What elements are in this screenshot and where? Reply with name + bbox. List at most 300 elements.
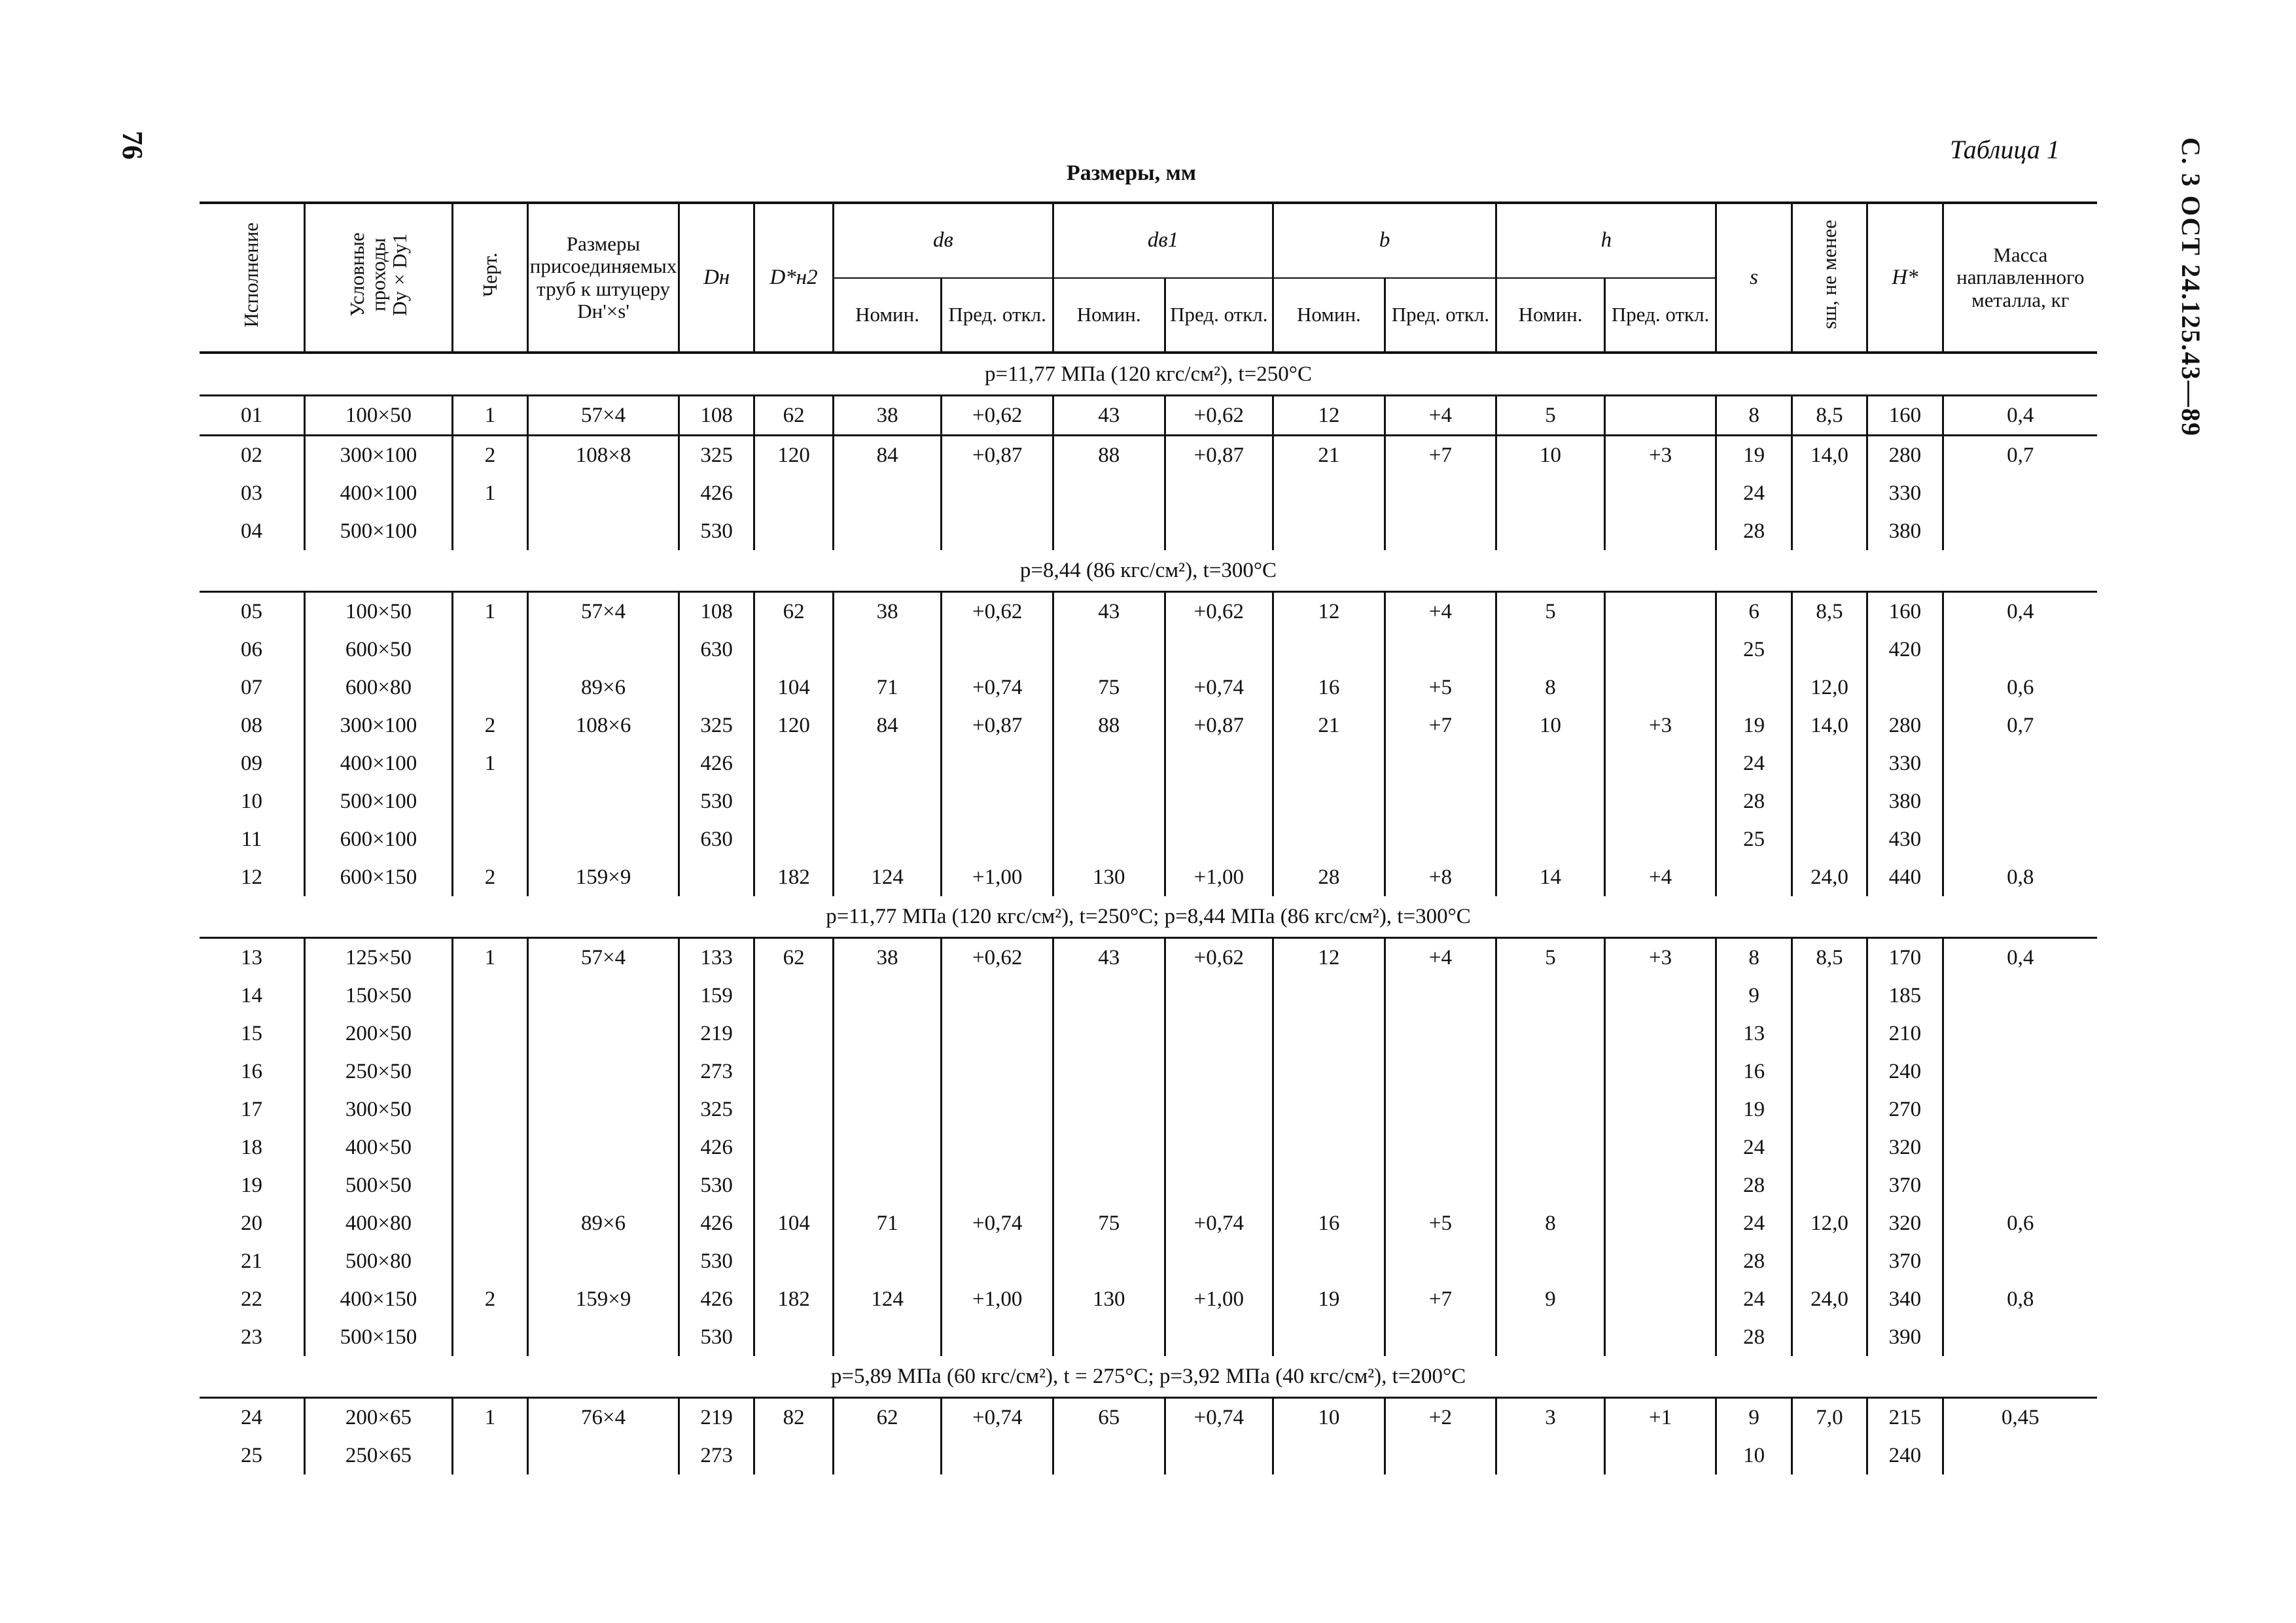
table-cell: +1,00 [942,1280,1053,1318]
table-cell: 01 [200,396,305,436]
table-cell: 133 [679,938,754,977]
table-cell: +5 [1385,1204,1496,1242]
table-cell [1273,474,1385,512]
table-cell: 430 [1867,820,1943,858]
table-cell: 325 [679,1091,754,1128]
table-cell [942,1166,1053,1204]
table-caption: Размеры, мм [1067,161,1196,185]
table-cell: +7 [1385,707,1496,744]
table-row [200,858,2097,896]
table-cell [1053,1128,1165,1166]
table-cell: 380 [1867,512,1943,550]
table-cell: 13 [1716,1015,1792,1053]
header-b-nomin: Номин. [1273,278,1385,353]
table-cell: 10 [1496,436,1605,475]
table-cell: 12 [1273,938,1385,977]
table-cell: 159 [679,977,754,1015]
table-cell: 300×100 [305,436,453,475]
table-cell: 10 [1496,707,1605,744]
table-cell: 19 [200,1166,305,1204]
table-cell: 0,6 [1943,1204,2097,1242]
table-cell [1604,669,1716,707]
table-cell [1165,820,1273,858]
table-cell [942,1091,1053,1128]
table-cell [1165,1091,1273,1128]
table-cell: +1,00 [1165,1280,1273,1318]
table-cell [942,474,1053,512]
table-cell: 160 [1867,592,1943,631]
section-condition-row [200,353,2097,396]
table-cell: +1,00 [942,858,1053,896]
table-cell [1496,1015,1605,1053]
table-cell: 160 [1867,396,1943,436]
table-cell: 0,6 [1943,669,2097,707]
table-cell: 8 [1496,669,1605,707]
table-cell [1385,1166,1496,1204]
table-row [200,1437,2097,1475]
table-cell [528,1437,679,1475]
table-cell: 12 [1273,592,1385,631]
table-cell: 89×6 [528,669,679,707]
table-cell: 21 [1273,707,1385,744]
table-cell: 630 [679,631,754,669]
table-cell: 100×50 [305,396,453,436]
table-cell: 500×80 [305,1242,453,1280]
table-cell: 600×150 [305,858,453,896]
table-cell [1385,1053,1496,1091]
section-condition: p=11,77 МПа (120 кгс/см²), t=250°С [985,362,1312,386]
table-cell [452,669,527,707]
table-cell [1604,1128,1716,1166]
table-cell [1385,1242,1496,1280]
table-row [200,707,2097,744]
table-cell: 14 [1496,858,1605,896]
table-cell [833,1318,942,1356]
table-cell: +7 [1385,1280,1496,1318]
table-cell [1496,1242,1605,1280]
table-cell: 24 [1716,474,1792,512]
table-cell: 2 [452,1280,527,1318]
table-cell [754,820,833,858]
table-cell: 0,8 [1943,858,2097,896]
table-row [200,744,2097,782]
table-cell [754,1053,833,1091]
table-cell [1496,1437,1605,1475]
table-cell [1165,744,1273,782]
table-cell [754,1128,833,1166]
table-cell [1273,1242,1385,1280]
table-cell [942,631,1053,669]
table-cell: 130 [1053,858,1165,896]
table-cell: 13 [200,938,305,977]
table-cell [452,977,527,1015]
table-cell: 14,0 [1792,707,1867,744]
table-cell [1053,1166,1165,1204]
table-cell: 530 [679,512,754,550]
table-body [200,353,2097,1475]
table-cell: 89×6 [528,1204,679,1242]
table-cell: 8,5 [1792,592,1867,631]
table-row [200,1318,2097,1356]
table-cell: +0,62 [942,396,1053,436]
table-cell: 16 [1273,669,1385,707]
table-cell: 05 [200,592,305,631]
header-b-pred: Пред. откл. [1385,278,1496,353]
table-cell [942,977,1053,1015]
table-cell [1165,512,1273,550]
table-cell: 130 [1053,1280,1165,1318]
table-cell [1273,1015,1385,1053]
table-cell [754,977,833,1015]
table-cell: +0,62 [1165,592,1273,631]
table-cell [754,631,833,669]
table-cell [833,474,942,512]
table-cell: 16 [200,1053,305,1091]
section-condition: p=11,77 МПа (120 кгс/см²), t=250°С; p=8,44 МПа (86 кгс/см²), t=300°С [826,904,1471,928]
table-cell: 280 [1867,436,1943,475]
table-cell [833,1015,942,1053]
table-cell: +7 [1385,436,1496,475]
table-cell [942,1015,1053,1053]
table-cell: 14 [200,977,305,1015]
table-cell [1385,1015,1496,1053]
table-cell: 84 [833,436,942,475]
table-cell [1943,474,2097,512]
table-cell [1385,512,1496,550]
section-condition-row [200,896,2097,938]
table-cell: +0,74 [942,1204,1053,1242]
table-cell [1053,977,1165,1015]
table-cell [1053,782,1165,820]
table-cell [833,977,942,1015]
table-label: Таблица 1 [1950,135,2060,164]
table-cell: 1 [452,474,527,512]
table-cell: 108 [679,592,754,631]
table-row [200,1242,2097,1280]
table-cell [528,820,679,858]
table-cell [1792,1242,1867,1280]
table-cell: 43 [1053,396,1165,436]
table-cell: 28 [1716,1242,1792,1280]
table-cell [1943,1242,2097,1280]
table-cell [833,1166,942,1204]
table-cell: 400×150 [305,1280,453,1318]
table-cell: 500×100 [305,512,453,550]
table-cell [528,1318,679,1356]
header-razmery: Размеры присоединяемых труб к штуцеру Dн'×s' [528,203,679,353]
table-cell [1604,1318,1716,1356]
table-cell [1165,977,1273,1015]
table-cell [1053,1318,1165,1356]
table-cell [1943,782,2097,820]
table-cell [1273,1091,1385,1128]
table-cell: 120 [754,436,833,475]
table-cell: +0,62 [1165,938,1273,977]
header-dv1: dв1 [1053,203,1273,278]
table-row [200,669,2097,707]
table-cell [833,631,942,669]
table-cell: +4 [1385,396,1496,436]
table-cell [1792,512,1867,550]
section-condition: p=5,89 МПа (60 кгс/см²), t = 275°С; p=3,92 МПа (40 кгс/см²), t=200°С [830,1364,1466,1388]
table-row [200,977,2097,1015]
table-cell [452,1242,527,1280]
table-cell: +0,62 [1165,396,1273,436]
table-cell: +0,74 [1165,1398,1273,1437]
table-cell [1165,474,1273,512]
table-cell: 124 [833,1280,942,1318]
table-cell: 71 [833,1204,942,1242]
table-cell [1053,1015,1165,1053]
table-cell: 215 [1867,1398,1943,1437]
table-cell [1385,631,1496,669]
table-cell: 400×100 [305,474,453,512]
table-cell: 28 [1716,1318,1792,1356]
table-cell [1792,1437,1867,1475]
table-cell: 159×9 [528,1280,679,1318]
header-ispolnenie: Исполнение [200,203,305,353]
table-cell: 1 [452,592,527,631]
table-cell: 18 [200,1128,305,1166]
table-cell [1165,1015,1273,1053]
table-cell: 426 [679,474,754,512]
table-row [200,512,2097,550]
table-cell: 24 [200,1398,305,1437]
table-cell [942,744,1053,782]
table-cell: 200×65 [305,1398,453,1437]
table-cell [1273,782,1385,820]
table-cell [1273,631,1385,669]
table-cell: +1,00 [1165,858,1273,896]
header-dv: dв [833,203,1053,278]
table-cell [754,1166,833,1204]
table-cell [1385,1128,1496,1166]
table-cell: +2 [1385,1398,1496,1437]
table-cell: 25 [1716,820,1792,858]
table-cell [1792,631,1867,669]
table-cell: 7,0 [1792,1398,1867,1437]
table-cell: 75 [1053,1204,1165,1242]
table-cell [1604,820,1716,858]
table-cell: 0,7 [1943,707,2097,744]
table-cell [1604,744,1716,782]
table-cell [1604,1280,1716,1318]
table-cell: 43 [1053,938,1165,977]
table-row [200,474,2097,512]
table-cell: 440 [1867,858,1943,896]
table-cell [1943,1166,2097,1204]
table-cell [452,512,527,550]
table-cell: 530 [679,1318,754,1356]
table-cell: 400×100 [305,744,453,782]
table-cell [1496,820,1605,858]
table-cell: 9 [1496,1280,1605,1318]
table-cell [1053,1053,1165,1091]
table-cell [942,1053,1053,1091]
table-cell: 62 [833,1398,942,1437]
table-cell [1165,631,1273,669]
table-cell [452,631,527,669]
table-cell: 530 [679,782,754,820]
table-cell [1273,1437,1385,1475]
table-cell: 0,4 [1943,592,2097,631]
table-cell [1943,977,2097,1015]
table-cell [1053,1091,1165,1128]
dimensions-table [200,201,2097,1475]
table-cell: +0,87 [942,707,1053,744]
table-cell [528,1242,679,1280]
table-cell [1273,1166,1385,1204]
table-cell: 19 [1716,436,1792,475]
table-cell [1792,820,1867,858]
table-cell [754,1242,833,1280]
table-row [200,1166,2097,1204]
table-cell: 0,8 [1943,1280,2097,1318]
table-cell: 43 [1053,592,1165,631]
table-cell: 219 [679,1398,754,1437]
table-cell: 12 [1273,396,1385,436]
table-cell: 75 [1053,669,1165,707]
table-cell [1496,744,1605,782]
table-cell: +0,87 [1165,707,1273,744]
table-cell: 370 [1867,1166,1943,1204]
table-cell: 21 [200,1242,305,1280]
table-cell: 24 [1716,744,1792,782]
table-cell [1385,1091,1496,1128]
table-cell: 5 [1496,938,1605,977]
table-cell [528,512,679,550]
table-cell: 530 [679,1242,754,1280]
table-cell: 250×50 [305,1053,453,1091]
table-cell [1496,1091,1605,1128]
table-cell [754,1437,833,1475]
table-cell: 400×50 [305,1128,453,1166]
table-cell [1604,1015,1716,1053]
table-cell [1053,631,1165,669]
table-row [200,1091,2097,1128]
table-cell: 210 [1867,1015,1943,1053]
table-cell: +0,62 [942,938,1053,977]
table-cell [1792,1318,1867,1356]
header-s: s [1716,203,1792,353]
table-cell: +5 [1385,669,1496,707]
table-row [200,631,2097,669]
table-cell [1716,669,1792,707]
table-cell: +4 [1385,938,1496,977]
table-cell [452,820,527,858]
table-cell [1165,1318,1273,1356]
table-row [200,1053,2097,1091]
table-cell: 19 [1716,1091,1792,1128]
table-cell: 04 [200,512,305,550]
table-cell [528,782,679,820]
header-dn2: D*н2 [754,203,833,353]
table-cell: 38 [833,938,942,977]
table-cell [1053,1242,1165,1280]
table-cell: 240 [1867,1053,1943,1091]
page-number: 76 [116,131,149,160]
table-cell: 600×100 [305,820,453,858]
table-cell [1792,1053,1867,1091]
header-b: b [1273,203,1496,278]
table-cell: 270 [1867,1091,1943,1128]
table-cell: 12,0 [1792,1204,1867,1242]
table-cell [528,1166,679,1204]
table-cell: 150×50 [305,977,453,1015]
table-cell: 28 [1716,512,1792,550]
table-cell [1943,1318,2097,1356]
standard-header: С. 3 ОСТ 24.125.43—89 [2176,137,2206,438]
table-row [200,820,2097,858]
table-cell: 28 [1273,858,1385,896]
table-cell [1604,512,1716,550]
table-cell [1867,669,1943,707]
table-cell [1053,474,1165,512]
table-cell [833,512,942,550]
table-cell: +0,87 [942,436,1053,475]
header-chert: Черт. [452,203,527,353]
table-cell: 500×150 [305,1318,453,1356]
table-cell [1604,1204,1716,1242]
table-cell [1943,631,2097,669]
table-cell [528,474,679,512]
table-row [200,1398,2097,1437]
table-cell [1604,474,1716,512]
table-cell: 0,4 [1943,396,2097,436]
table-cell: 426 [679,1204,754,1242]
table-cell: 08 [200,707,305,744]
table-cell: 25 [200,1437,305,1475]
table-cell: 330 [1867,474,1943,512]
table-cell: 76×4 [528,1398,679,1437]
table-cell: +0,62 [942,592,1053,631]
table-cell: 82 [754,1398,833,1437]
header-sw: sш, не менее [1792,203,1867,353]
table-cell [833,1128,942,1166]
header-uslovnye: Условные проходы Dу×Dу1 [305,203,453,353]
table-cell [942,1437,1053,1475]
header-dv1-nomin: Номин. [1053,278,1165,353]
table-row [200,1128,2097,1166]
table-cell [1273,1053,1385,1091]
table-cell: 12 [200,858,305,896]
table-cell: 8 [1716,938,1792,977]
table-cell: 10 [200,782,305,820]
table-cell: 28 [1716,782,1792,820]
table-cell [1604,396,1716,436]
table-cell: 0,7 [1943,436,2097,475]
table-cell [1604,1091,1716,1128]
table-cell: 170 [1867,938,1943,977]
table-cell [679,858,754,896]
table-cell: 24 [1716,1128,1792,1166]
table-cell: 24,0 [1792,858,1867,896]
table-cell: 71 [833,669,942,707]
table-cell [1273,1128,1385,1166]
table-row [200,436,2097,475]
table-cell [1943,512,2097,550]
table-cell [528,1053,679,1091]
table-cell [1604,631,1716,669]
table-cell: 273 [679,1053,754,1091]
table-cell: 280 [1867,707,1943,744]
table-cell [1385,820,1496,858]
table-cell [1165,1053,1273,1091]
table-cell: 219 [679,1015,754,1053]
table-cell: 62 [754,396,833,436]
table-cell: 9 [1716,1398,1792,1437]
table-cell [1792,1015,1867,1053]
